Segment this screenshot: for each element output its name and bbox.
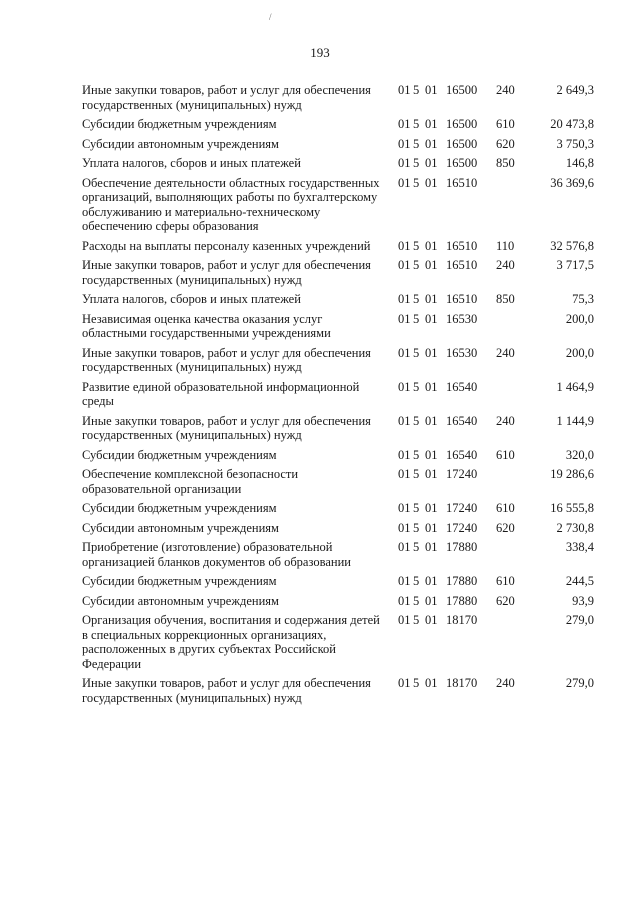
- row-amount: 36 369,6: [550, 175, 594, 190]
- code-direction: 16530: [446, 311, 478, 326]
- row-name: Иные закупки товаров, работ и услуг для обеспечения государственных (муниципальных) нужд: [82, 83, 371, 112]
- code-main-event: 01: [425, 136, 438, 151]
- code-direction: 16510: [446, 175, 478, 190]
- scan-mark: /: [269, 12, 272, 22]
- code-expense-type: 610: [496, 574, 515, 588]
- code-expense-type: 850: [496, 292, 515, 306]
- code-expense-type: 110: [496, 238, 515, 253]
- code-program: 01: [398, 520, 411, 535]
- code-main-event: 01: [425, 117, 438, 131]
- code-expense-type: 240: [496, 413, 515, 428]
- code-direction: 16500: [446, 156, 478, 170]
- code-direction: 16510: [446, 292, 478, 306]
- row-amount: 279,0: [565, 613, 594, 627]
- code-direction: 18170: [446, 676, 478, 690]
- code-expense-type: 610: [496, 117, 515, 131]
- code-program: 01: [398, 447, 411, 462]
- code-subprogram: 5: [413, 136, 420, 151]
- code-subprogram: 5: [413, 520, 420, 535]
- row-name: Расходы на выплаты персоналу казенных учреждений: [82, 238, 371, 253]
- code-subprogram: 5: [413, 501, 420, 515]
- row-amount: 1 464,9: [556, 379, 594, 394]
- row-amount: 93,9: [572, 593, 594, 608]
- code-expense-type: 610: [496, 447, 515, 462]
- table-row: [82, 83, 602, 112]
- table-row: [82, 448, 602, 463]
- code-subprogram: 5: [413, 540, 420, 554]
- code-direction: 16510: [446, 258, 478, 272]
- code-main-event: 01: [425, 676, 438, 690]
- code-main-event: 01: [425, 292, 438, 306]
- code-main-event: 01: [425, 467, 438, 481]
- code-subprogram: 5: [413, 156, 420, 170]
- code-subprogram: 5: [413, 413, 420, 428]
- table-row: [82, 414, 602, 443]
- code-main-event: 01: [425, 447, 438, 462]
- row-name: Субсидии бюджетным учреждениям: [82, 574, 277, 588]
- code-subprogram: 5: [413, 175, 420, 190]
- code-main-event: 01: [425, 413, 438, 428]
- row-amount: 3 717,5: [556, 258, 594, 272]
- code-main-event: 01: [425, 258, 438, 272]
- row-amount: 32 576,8: [550, 238, 594, 253]
- table-row: [82, 292, 602, 307]
- code-direction: 16540: [446, 447, 478, 462]
- code-program: 01: [398, 156, 411, 170]
- code-program: 01: [398, 83, 411, 97]
- code-main-event: 01: [425, 501, 438, 515]
- row-name: Субсидии бюджетным учреждениям: [82, 447, 277, 462]
- code-direction: 16500: [446, 117, 478, 131]
- code-direction: 16510: [446, 238, 478, 253]
- table-row: [82, 676, 602, 705]
- code-main-event: 01: [425, 175, 438, 190]
- code-program: 01: [398, 676, 411, 690]
- row-name: Субсидии бюджетным учреждениям: [82, 501, 277, 515]
- row-name: Иные закупки товаров, работ и услуг для обеспечения государственных (муниципальных) нужд: [82, 413, 371, 442]
- code-program: 01: [398, 413, 411, 428]
- code-program: 01: [398, 117, 411, 131]
- code-program: 01: [398, 136, 411, 151]
- row-amount: 200,0: [565, 311, 594, 326]
- code-main-event: 01: [425, 311, 438, 326]
- table-row: [82, 501, 602, 516]
- row-name: Иные закупки товаров, работ и услуг для обеспечения государственных (муниципальных) нужд: [82, 345, 371, 374]
- code-subprogram: 5: [413, 593, 420, 608]
- code-program: 01: [398, 345, 411, 360]
- code-direction: 17240: [446, 520, 478, 535]
- code-subprogram: 5: [413, 238, 420, 253]
- code-program: 01: [398, 467, 411, 481]
- code-expense-type: 620: [496, 593, 515, 608]
- code-program: 01: [398, 292, 411, 306]
- row-amount: 3 750,3: [556, 136, 594, 151]
- row-amount: 320,0: [565, 447, 594, 462]
- code-direction: 18170: [446, 613, 478, 627]
- row-name: Развитие единой образовательной информационной среды: [82, 379, 360, 408]
- budget-table: [82, 83, 602, 710]
- code-main-event: 01: [425, 238, 438, 253]
- code-expense-type: 240: [496, 345, 515, 360]
- code-subprogram: 5: [413, 676, 420, 690]
- code-subprogram: 5: [413, 83, 420, 97]
- row-name: Уплата налогов, сборов и иных платежей: [82, 156, 301, 170]
- row-name: Обеспечение деятельности областных государственных организаций, выполняющих работы по бухгалтерскому обслуживанию и материально-техническому обеспечению сферы образования: [82, 175, 380, 233]
- code-subprogram: 5: [413, 613, 420, 627]
- code-program: 01: [398, 574, 411, 588]
- code-subprogram: 5: [413, 379, 420, 394]
- code-program: 01: [398, 311, 411, 326]
- row-amount: 244,5: [565, 574, 594, 588]
- table-row: [82, 312, 602, 341]
- code-program: 01: [398, 613, 411, 627]
- row-amount: 20 473,8: [550, 117, 594, 131]
- code-program: 01: [398, 501, 411, 515]
- row-amount: 146,8: [565, 156, 594, 170]
- code-main-event: 01: [425, 345, 438, 360]
- code-direction: 16540: [446, 413, 478, 428]
- table-row: [82, 156, 602, 171]
- row-name: Обеспечение комплексной безопасности образовательной организации: [82, 467, 299, 496]
- row-amount: 338,4: [565, 540, 594, 554]
- code-main-event: 01: [425, 540, 438, 554]
- code-main-event: 01: [425, 574, 438, 588]
- table-row: [82, 380, 602, 409]
- row-name: Субсидии автономным учреждениям: [82, 593, 279, 608]
- code-direction: 17880: [446, 574, 478, 588]
- table-row: [82, 540, 602, 569]
- code-subprogram: 5: [413, 447, 420, 462]
- row-amount: 2 730,8: [556, 520, 594, 535]
- row-name: Уплата налогов, сборов и иных платежей: [82, 292, 301, 306]
- code-subprogram: 5: [413, 311, 420, 326]
- code-subprogram: 5: [413, 258, 420, 272]
- code-subprogram: 5: [413, 574, 420, 588]
- table-row: [82, 239, 602, 254]
- code-program: 01: [398, 238, 411, 253]
- code-subprogram: 5: [413, 345, 420, 360]
- code-subprogram: 5: [413, 117, 420, 131]
- code-main-event: 01: [425, 613, 438, 627]
- code-program: 01: [398, 258, 411, 272]
- code-main-event: 01: [425, 593, 438, 608]
- code-subprogram: 5: [413, 292, 420, 306]
- code-expense-type: 620: [496, 520, 515, 535]
- table-row: [82, 594, 602, 609]
- code-main-event: 01: [425, 156, 438, 170]
- row-amount: 16 555,8: [550, 501, 594, 515]
- code-direction: 17880: [446, 540, 478, 554]
- table-row: [82, 176, 602, 234]
- code-main-event: 01: [425, 379, 438, 394]
- code-expense-type: 240: [496, 676, 515, 690]
- code-main-event: 01: [425, 520, 438, 535]
- row-amount: 200,0: [565, 345, 594, 360]
- row-name: Субсидии бюджетным учреждениям: [82, 117, 277, 131]
- code-program: 01: [398, 593, 411, 608]
- row-name: Независимая оценка качества оказания услуг областными государственными учреждениями: [82, 311, 331, 340]
- code-expense-type: 620: [496, 136, 515, 151]
- code-main-event: 01: [425, 83, 438, 97]
- code-direction: 16530: [446, 345, 478, 360]
- code-direction: 17880: [446, 593, 478, 608]
- page-number: 193: [310, 45, 330, 60]
- code-expense-type: 850: [496, 156, 515, 170]
- code-direction: 17240: [446, 467, 478, 481]
- code-direction: 17240: [446, 501, 478, 515]
- table-row: [82, 467, 602, 496]
- code-direction: 16500: [446, 83, 478, 97]
- row-amount: 2 649,3: [556, 83, 594, 97]
- row-name: Приобретение (изготовление) образовательной организацией бланков документов об образовании: [82, 540, 351, 569]
- code-direction: 16500: [446, 136, 478, 151]
- table-row: [82, 521, 602, 536]
- table-row: [82, 117, 602, 132]
- code-expense-type: 610: [496, 501, 515, 515]
- code-direction: 16540: [446, 379, 478, 394]
- table-row: [82, 613, 602, 671]
- row-amount: 279,0: [565, 676, 594, 690]
- row-name: Субсидии автономным учреждениям: [82, 520, 279, 535]
- code-expense-type: 240: [496, 83, 515, 97]
- code-program: 01: [398, 175, 411, 190]
- table-row: [82, 137, 602, 152]
- code-expense-type: 240: [496, 258, 515, 272]
- table-row: [82, 574, 602, 589]
- row-amount: 75,3: [572, 292, 594, 306]
- table-row: [82, 346, 602, 375]
- code-subprogram: 5: [413, 467, 420, 481]
- row-name: Иные закупки товаров, работ и услуг для обеспечения государственных (муниципальных) нужд: [82, 676, 371, 705]
- row-name: Субсидии автономным учреждениям: [82, 136, 279, 151]
- row-amount: 1 144,9: [556, 413, 594, 428]
- row-name: Иные закупки товаров, работ и услуг для обеспечения государственных (муниципальных) нужд: [82, 258, 371, 287]
- row-name: Организация обучения, воспитания и содержания детей в специальных коррекционных организациях, расположенных в других субъектах Российской Федерации: [82, 613, 380, 671]
- code-program: 01: [398, 540, 411, 554]
- table-row: [82, 258, 602, 287]
- row-amount: 19 286,6: [550, 467, 594, 481]
- code-program: 01: [398, 379, 411, 394]
